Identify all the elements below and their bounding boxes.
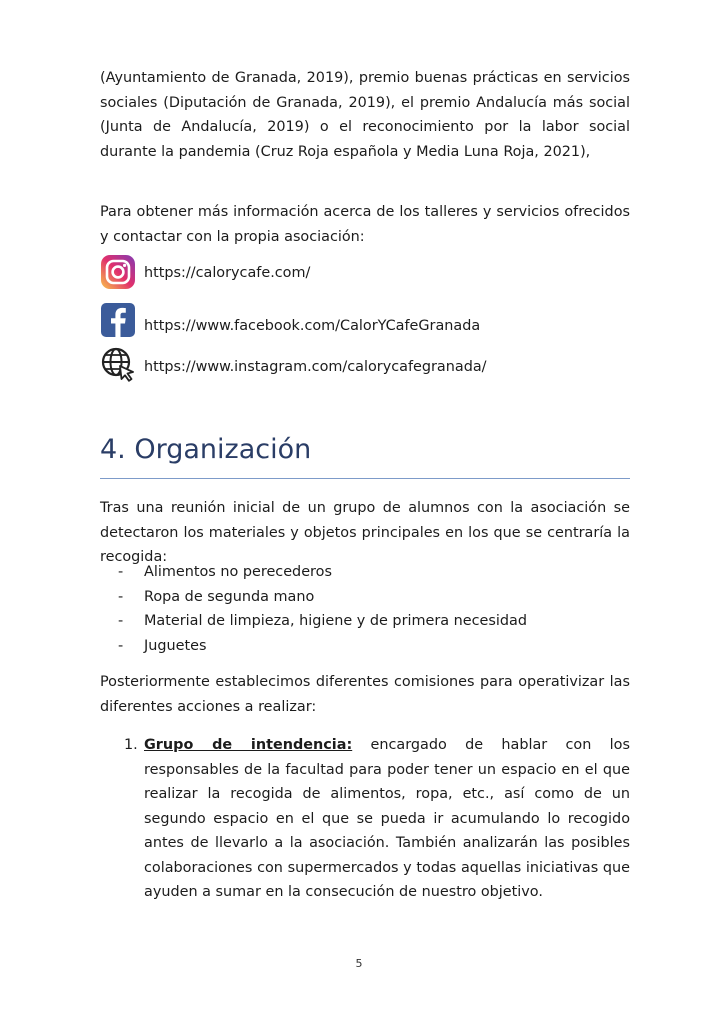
link-text[interactable]: https://www.instagram.com/calorycafegranada/ <box>144 359 487 375</box>
list-item <box>118 634 527 659</box>
organization-intro-paragraph: Tras una reunión inicial de un grupo de alumnos con la asociación se detectaron los materiales y objetos principales en los que se centraría la recogida: <box>100 500 630 565</box>
item-label: Grupo de intendencia: <box>144 737 353 753</box>
list-item-text: Juguetes <box>144 637 207 654</box>
more-info-paragraph: Para obtener más información acerca de los talleres y servicios ofrecidos y contactar con la propia asociación: <box>100 204 630 245</box>
materials-list <box>118 560 527 658</box>
list-item-text: Alimentos no perecederos <box>144 564 332 580</box>
bullet-dash: - <box>118 637 124 654</box>
list-item <box>118 585 527 610</box>
link-row-facebook[interactable] <box>100 302 620 342</box>
instagram-icon <box>100 254 136 290</box>
item-text: encargado de hablar con los responsables de la facultad para poder tener un espacio en el que realizar la recogida de alimentos, ropa, etc., así como de un segundo espacio en el que se pueda ir acumulando lo recogido antes de llevarlo a la asociación. También analizarán las posibles colaboraciones con supermercados y todas aquellas iniciativas que ayuden a sumar en la consecución de nuestro objetivo. <box>144 737 630 900</box>
awards-paragraph: (Ayuntamiento de Granada, 2019), premio buenas prácticas en servicios sociales (Diputación de Granada, 2019), el premio Andalucía más social (Junta de Andalucía, 2019) o el reconocimiento por la labor social durante la pandemia (Cruz Roja española y Media Luna Roja, 2021), <box>100 70 630 160</box>
list-item-text: Material de limpieza, higiene y de primera necesidad <box>144 613 527 629</box>
facebook-icon <box>100 302 136 338</box>
numbered-item-body <box>144 733 630 905</box>
section-heading: 4. Organización <box>100 434 312 465</box>
globe-cursor-icon <box>100 346 136 382</box>
link-text[interactable]: https://www.facebook.com/CalorYCafeGranada <box>144 318 481 334</box>
heading-rule <box>100 478 630 479</box>
link-row-website[interactable] <box>100 254 620 294</box>
list-item <box>118 560 527 585</box>
link-text[interactable]: https://calorycafe.com/ <box>144 265 311 281</box>
bullet-dash: - <box>118 613 124 629</box>
item-number: 1. <box>124 737 138 753</box>
bullet-dash: - <box>118 564 124 580</box>
link-row-instagram[interactable] <box>100 346 620 386</box>
page-number: 5 <box>355 957 363 970</box>
bullet-dash: - <box>118 588 124 605</box>
list-item-text: Ropa de segunda mano <box>144 588 315 605</box>
commissions-paragraph: Posteriormente establecimos diferentes comisiones para operativizar las diferentes acciones a realizar: <box>100 674 630 715</box>
list-item <box>118 609 527 634</box>
